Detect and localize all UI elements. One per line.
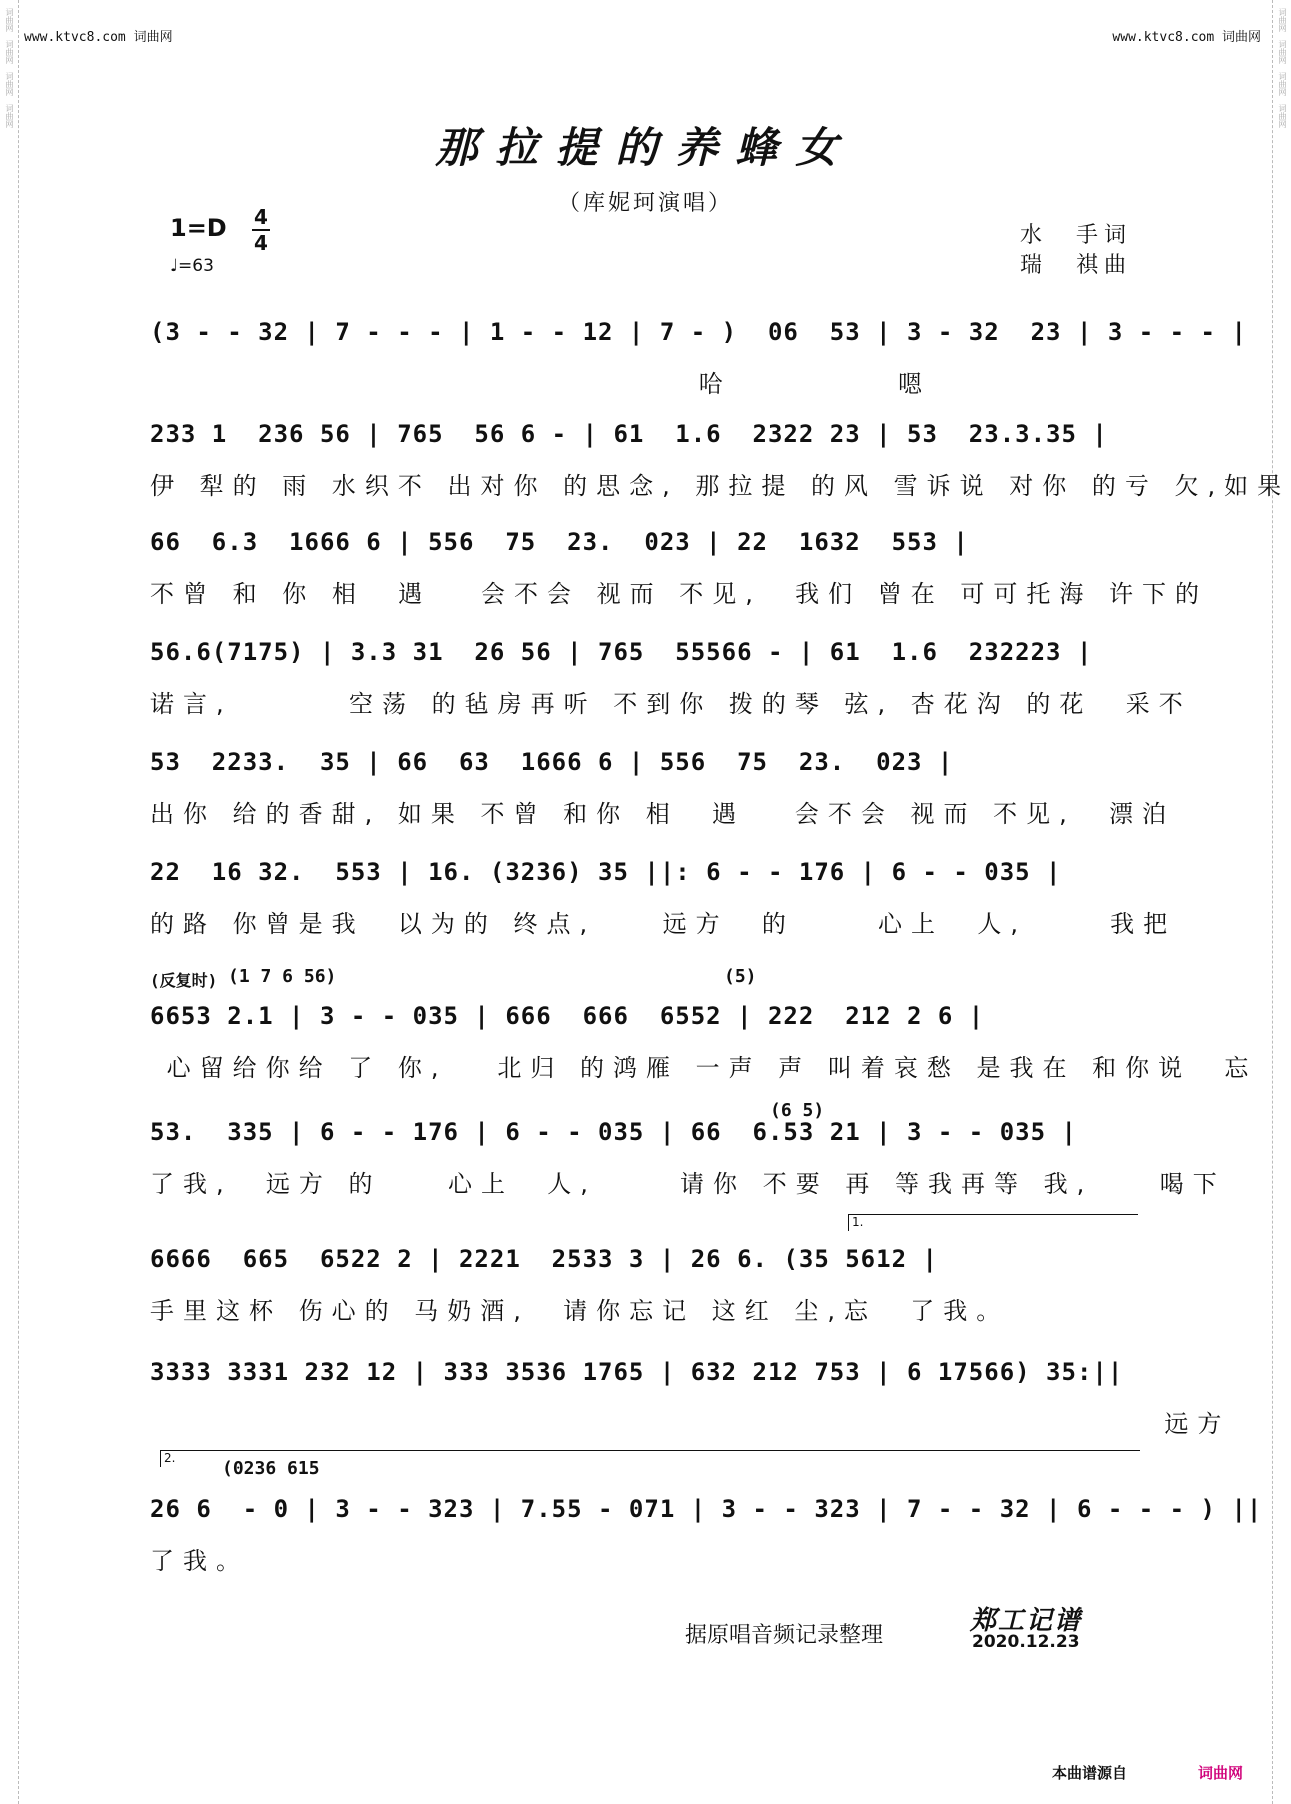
score-line [150,1495,1263,1585]
notation: 66 6.3 1666 6 | 556 75 23. 023 | 22 1632 553 | [150,528,969,556]
score-line [150,528,1209,618]
time-bottom: 4 [254,231,268,255]
source-name[interactable]: 词曲网 [1198,1764,1244,1782]
score-line [150,1002,1258,1092]
transcription-date: 2020.12.23 [972,1632,1080,1652]
transcriber-signature: 郑工记谱 [970,1606,1083,1636]
score-line [150,420,1291,510]
tempo: ♩=63 [170,256,214,276]
score-line [150,318,1247,408]
lyric-line: 了我, 远方 的 心上 人, 请你 不要 再 等我再等 我, 喝下 [150,1170,1226,1198]
alt-mark-2: (6 5) [770,1100,825,1121]
notation: 56.6(7175) | 3.3 31 26 56 | 765 55566 - | 61 1.6 232223 | [150,638,1093,666]
key-signature: 1=D [170,214,227,242]
notation: 22 16 32. 553 | 16. (3236) 35 ||: 6 - - 176 | 6 - - 035 | [150,858,1062,886]
score-line [150,1118,1226,1208]
time-signature [252,206,270,254]
lyric-line: 不曾 和 你 相 遇 会不会 视而 不见, 我们 曾在 可可托海 许下的 [150,580,1209,608]
lyric-line: 出你 给的香甜, 如果 不曾 和你 相 遇 会不会 视而 不见, 漂泊 [150,800,1176,828]
lyric-line: 了我。 [150,1547,249,1575]
lyric-line: 哈 嗯 [150,370,932,398]
score-line [150,858,1177,948]
right-margin-strip: 词曲网 词曲网 词曲网 词曲网 [1272,0,1291,1804]
lyric-line: 手里这杯 伤心的 马奶酒, 请你忘记 这红 尘,忘 了我。 [150,1297,1010,1325]
notation: (3 - - 32 | 7 - - - | 1 - - 12 | 7 - ) 06 53 | 3 - 32 23 | 3 - - - | [150,318,1247,346]
score-line [150,638,1192,728]
repeat-note: (反复时) [150,971,218,990]
score-line [150,1358,1231,1448]
notation: 233 1 236 56 | 765 56 6 - | 61 1.6 2322 23 | 53 23.3.35 | [150,420,1108,448]
composer: 瑞 祺曲 [1020,253,1133,278]
site-url-left[interactable]: www.ktvc8.com 词曲网 [24,30,173,45]
lyric-line: 伊 犁的 雨 水织不 出对你 的思念, 那拉提 的风 雪诉说 对你 的亏 欠,如果 [150,472,1291,500]
score-line [150,1245,1140,1335]
ending-1-bracket: 1. [848,1214,1138,1231]
ending-2-notes: (0236 615 [222,1458,320,1479]
notation: 6653 2.1 | 3 - - 035 | 666 666 6552 | 222 212 2 6 | [150,1002,985,1030]
score-line [150,748,1176,838]
left-margin-strip: 词曲网 词曲网 词曲网 词曲网 [0,0,19,1804]
lyric-line: 心留给你给 了 你, 北归 的鸿雁 一声 声 叫着哀愁 是我在 和你说 忘 [150,1054,1258,1082]
lyric-line: 远方 [150,1410,1231,1438]
lyric-line: 诺言, 空荡 的毡房再听 不到你 拨的琴 弦, 杏花沟 的花 采不 [150,690,1192,718]
site-url-right[interactable]: www.ktvc8.com 词曲网 [1112,30,1261,45]
lyric-line: 的路 你曾是我 以为的 终点, 远方 的 心上 人, 我把 [150,910,1177,938]
repeat-notes: (1 7 6 56) [228,966,337,987]
alt-mark-1: (5) [724,966,757,987]
time-top: 4 [254,205,268,229]
notation: 3333 3331 232 12 | 333 3536 1765 | 632 212 753 | 6 17566) 35:|| [150,1358,1124,1386]
ending-2-bracket: 2. [160,1450,1140,1467]
song-title: 那拉提的养蜂女 [435,123,856,172]
performer: （库妮珂演唱） [557,191,733,216]
source-label: 本曲谱源自 [1052,1764,1128,1782]
transcription-note: 据原唱音频记录整理 [685,1623,884,1648]
notation: 53. 335 | 6 - - 176 | 6 - - 035 | 66 6.53 21 | 3 - - 035 | [150,1118,1077,1146]
lyricist: 水 手词 [1020,223,1133,248]
notation: 6666 665 6522 2 | 2221 2533 3 | 26 6. (35 5612 | [150,1245,938,1273]
notation: 26 6 - 0 | 3 - - 323 | 7.55 - 071 | 3 - - 323 | 7 - - 32 | 6 - - - ) || [150,1495,1263,1523]
notation: 53 2233. 35 | 66 63 1666 6 | 556 75 23. 023 | [150,748,954,776]
